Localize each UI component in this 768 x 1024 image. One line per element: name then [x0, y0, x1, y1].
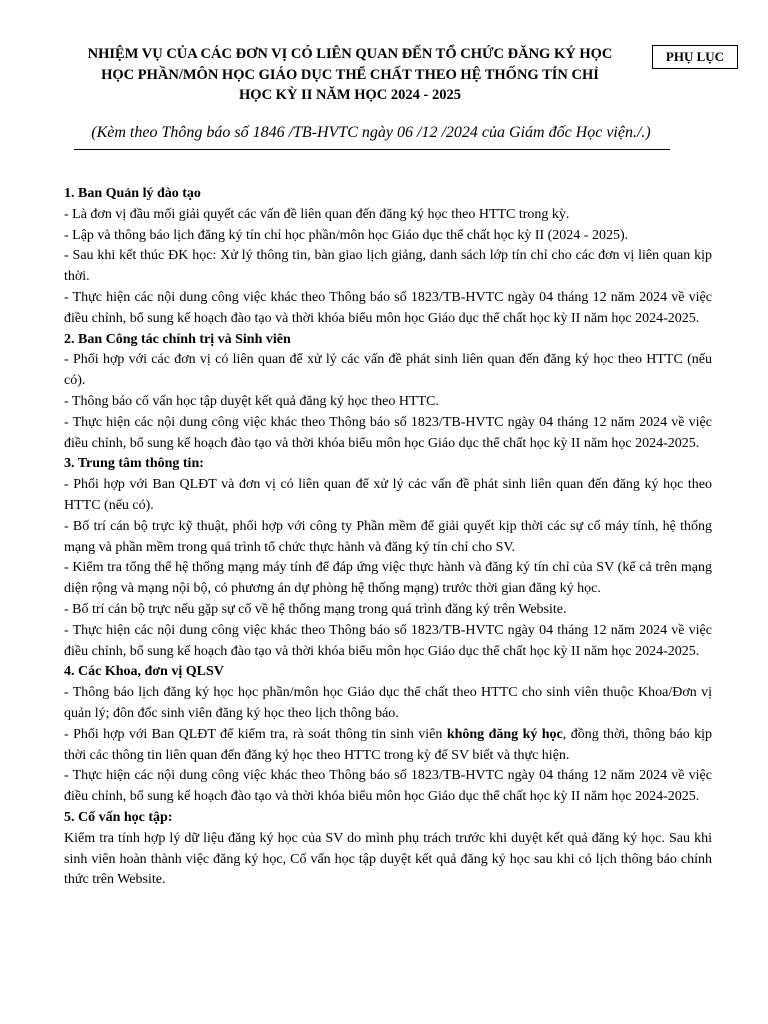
- section-heading: 3. Trung tâm thông tin:: [64, 456, 204, 472]
- section-heading: 4. Các Khoa, đơn vị QLSV: [64, 664, 224, 680]
- appendix-badge: PHỤ LỤC: [652, 45, 738, 69]
- paragraph: - Kiểm tra tổng thể hệ thống mạng máy tính để đáp ứng việc thực hành và đăng ký tín chỉ của SV (kể cả trên mạng diện rộng và mạng nội bộ, có phương án dự phòng hệ thống mạng) trước thời gian đăng ký học.: [64, 560, 712, 597]
- document-title: [60, 44, 640, 106]
- paragraph: - Bố trí cán bộ trực nếu gặp sự cố về hệ thống mạng trong quá trình đăng ký trên Website.: [64, 601, 567, 617]
- paragraph: - Thực hiện các nội dung công việc khác theo Thông báo số 1823/TB-HVTC ngày 04 tháng 12 năm 2024 về việc điều chỉnh, bổ sung kế hoạch đào tạo và thời khóa biểu môn học Giáo dục thể chất học kỳ II năm học 2024-2025.: [64, 622, 712, 659]
- section-heading: 1. Ban Quản lý đào tạo: [64, 186, 201, 201]
- paragraph: - Phối hợp với các đơn vị có liên quan để xử lý các vấn đề phát sinh liên quan đến đăng ký học theo HTTC (nếu có).: [64, 352, 712, 389]
- document-subtitle: (Kèm theo Thông báo số 1846 /TB-HVTC ngày 06 /12 /2024 của Giám đốc Học viện./.): [91, 124, 651, 141]
- paragraph: - Thực hiện các nội dung công việc khác theo Thông báo số 1823/TB-HVTC ngày 04 tháng 12 năm 2024 về việc điều chỉnh, bổ sung kế hoạch đào tạo và thời khóa biểu môn học Giáo dục thể chất học kỳ II năm học 2024-2025.: [64, 414, 712, 451]
- section-heading: 5. Cố vấn học tập:: [64, 809, 173, 825]
- section-heading: 2. Ban Công tác chính trị và Sinh viên: [64, 331, 291, 347]
- paragraph: - Là đơn vị đầu mối giải quyết các vấn đề liên quan đến đăng ký học theo HTTC trong kỳ.: [64, 206, 570, 222]
- document-body: [64, 184, 712, 891]
- title-line: NHIỆM VỤ CỦA CÁC ĐƠN VỊ CÓ LIÊN QUAN ĐẾN TỔ CHỨC ĐĂNG KÝ HỌC: [87, 46, 613, 62]
- paragraph: - Lập và thông báo lịch đăng ký tín chỉ học phần/môn học Giáo dục thể chất học kỳ II (2024 - 2025).: [64, 227, 629, 243]
- paragraph: [64, 725, 712, 767]
- paragraph-text: , đồng thời, thông báo kịp thời các thông tin liên quan đến đăng ký học theo HTTC trong kỳ để SV biết và thực hiện.: [64, 726, 713, 763]
- paragraph-text: - Phối hợp với Ban QLĐT để kiểm tra, rà soát thông tin sinh viên: [64, 726, 447, 742]
- title-line: HỌC PHẦN/MÔN HỌC GIÁO DỤC THỂ CHẤT THEO HỆ THỐNG TÍN CHỈ: [101, 66, 599, 83]
- paragraph: - Thực hiện các nội dung công việc khác theo Thông báo số 1823/TB-HVTC ngày 04 tháng 12 năm 2024 về việc điều chỉnh, bổ sung kế hoạch đào tạo và thời khóa biểu môn học Giáo dục thể chất học kỳ II năm học 2024-2025.: [64, 768, 712, 805]
- paragraph: - Thực hiện các nội dung công việc khác theo Thông báo số 1823/TB-HVTC ngày 04 tháng 12 năm 2024 về việc điều chỉnh, bổ sung kế hoạch đào tạo và thời khóa biểu môn học Giáo dục thể chất học kỳ II năm học 2024-2025.: [64, 289, 712, 326]
- emphasis-text: không đăng ký học: [446, 726, 563, 742]
- subtitle-underline: [74, 149, 670, 150]
- paragraph: - Thông báo cố vấn học tập duyệt kết quả đăng ký học theo HTTC.: [64, 393, 439, 409]
- paragraph: - Phối hợp với Ban QLĐT và đơn vị có liên quan để xử lý các vấn đề phát sinh liên quan đến đăng ký học theo HTTC (nếu có).: [64, 477, 712, 513]
- title-line: HỌC KỲ II NĂM HỌC 2024 - 2025: [239, 87, 461, 103]
- paragraph: - Thông báo lịch đăng ký học học phần/môn học Giáo dục thể chất theo HTTC cho sinh viên thuộc Khoa/Đơn vị quản lý; đôn đốc sinh viên đăng ký học theo lịch thông báo.: [64, 685, 712, 721]
- paragraph: - Bố trí cán bộ trực kỹ thuật, phối hợp với công ty Phần mềm để giải quyết kịp thời các sự cố máy tính, hệ thống mạng và phần mềm trong quá trình tổ chức thực hành và đăng ký tín chỉ cho SV.: [64, 518, 712, 555]
- paragraph: - Sau khi kết thúc ĐK học: Xử lý thông tin, bàn giao lịch giảng, danh sách lớp tín chỉ cho các đơn vị liên quan kịp thời.: [64, 248, 712, 285]
- paragraph: Kiểm tra tính hợp lý dữ liệu đăng ký học của SV do mình phụ trách trước khi duyệt kết quả đăng ký học. Sau khi sinh viên hoàn thành việc đăng ký học, Cố vấn học tập duyệt kết quả đăng ký học sau khi có lịch thông báo chính thức trên Website.: [64, 830, 712, 888]
